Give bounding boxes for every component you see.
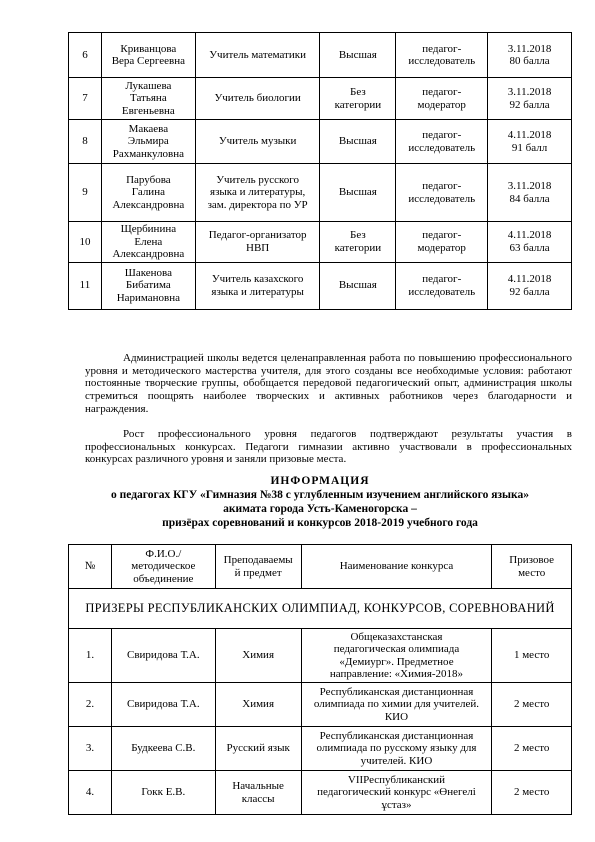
teacher-name: Свиридова Т.А. (111, 683, 215, 727)
info-title: ИНФОРМАЦИЯ (270, 475, 370, 487)
teacher-position: Учитель русского языка и литературы, зам. директора по УР (195, 164, 320, 222)
header-place: Призовое место (492, 545, 572, 589)
teacher-status: педагог- исследователь (396, 164, 488, 222)
row-number: 3. (69, 727, 112, 771)
contest-name: Республиканская дистанционная олимпиада по химии для учителей. КИО (301, 683, 492, 727)
attestation-result: 3.11.2018 92 балла (488, 78, 572, 120)
header-subject: Преподаваемы й предмет (215, 545, 301, 589)
subject: Русский язык (215, 727, 301, 771)
subject: Химия (215, 683, 301, 727)
teacher-name: Щербинина Елена Александровна (101, 222, 195, 263)
table-row (69, 78, 572, 120)
attestation-result: 3.11.2018 84 балла (488, 164, 572, 222)
table-row (69, 164, 572, 222)
teacher-position: Учитель казахского языка и литературы (195, 262, 320, 309)
teacher-status: педагог- исследователь (396, 33, 488, 78)
prize-place: 1 место (492, 629, 572, 683)
table-row (69, 262, 572, 309)
header-num: № (69, 545, 112, 589)
teacher-category: Без категории (320, 78, 396, 120)
prize-place: 2 место (492, 683, 572, 727)
info-subtitle-line1: о педагогах КГУ «Гимназия №38 с углубленным изучением английского языка» (111, 489, 529, 501)
row-number: 4. (69, 771, 112, 815)
contest-name: VIIРеспубликанский педагогический конкурс «Өнегелі ұстаз» (301, 771, 492, 815)
attestation-result: 4.11.2018 92 балла (488, 262, 572, 309)
teacher-status: педагог- модератор (396, 78, 488, 120)
teacher-category: Высшая (320, 33, 396, 78)
teacher-category: Высшая (320, 120, 396, 164)
info-subtitle-line3: призёрах соревнований и конкурсов 2018-2019 учебного года (162, 517, 478, 529)
paragraph-growth: Рост профессионального уровня педагогов подтверждают результаты участия в профессиональных конкурсах. Педагоги гимназии активно участвовали в профессиональных конкурсах различного уровня и заняли призовые места. (85, 428, 572, 466)
teacher-position: Учитель математики (195, 33, 320, 78)
contest-name: Общеказахстанская педагогическая олимпиада «Демиург». Предметное направление: «Химия-2018» (301, 629, 492, 683)
teacher-name: Лукашева Татьяна Евгеньевна (101, 78, 195, 120)
teacher-name: Свиридова Т.А. (111, 629, 215, 683)
teacher-name: Парубова Галина Александровна (101, 164, 195, 222)
table-row (69, 222, 572, 263)
section-title: ПРИЗЕРЫ РЕСПУБЛИКАНСКИХ ОЛИМПИАД, КОНКУРСОВ, СОРЕВНОВАНИЙ (69, 589, 572, 629)
header-row (69, 545, 572, 589)
prize-place: 2 место (492, 727, 572, 771)
table-row (69, 120, 572, 164)
row-number: 10 (69, 222, 102, 263)
row-number: 8 (69, 120, 102, 164)
teacher-position: Учитель музыки (195, 120, 320, 164)
teacher-category: Высшая (320, 262, 396, 309)
teacher-status: педагог- исследователь (396, 120, 488, 164)
prize-winners-table (68, 544, 572, 815)
teacher-position: Педагог-организатор НВП (195, 222, 320, 263)
prize-place: 2 место (492, 771, 572, 815)
teacher-name: Гокк Е.В. (111, 771, 215, 815)
teacher-name: Криванцова Вера Сергеевна (101, 33, 195, 78)
section-row (69, 589, 572, 629)
teacher-name: Макаева Эльмира Рахманкуловна (101, 120, 195, 164)
row-number: 2. (69, 683, 112, 727)
subject: Начальные классы (215, 771, 301, 815)
teacher-position: Учитель биологии (195, 78, 320, 120)
header-name: Ф.И.О./ методическое объединение (111, 545, 215, 589)
table-row (69, 629, 572, 683)
teachers-table (68, 32, 572, 310)
teacher-name: Шакенова Бибатима Наримановна (101, 262, 195, 309)
table-row (69, 683, 572, 727)
contest-name: Республиканская дистанционная олимпиада по русскому языку для учителей. КИО (301, 727, 492, 771)
row-number: 9 (69, 164, 102, 222)
table-row (69, 727, 572, 771)
row-number: 6 (69, 33, 102, 78)
table-row (69, 33, 572, 78)
attestation-result: 3.11.2018 80 балла (488, 33, 572, 78)
table-row (69, 771, 572, 815)
teacher-category: Высшая (320, 164, 396, 222)
teacher-category: Без категории (320, 222, 396, 263)
attestation-result: 4.11.2018 63 балла (488, 222, 572, 263)
attestation-result: 4.11.2018 91 балл (488, 120, 572, 164)
teacher-status: педагог- модератор (396, 222, 488, 263)
row-number: 11 (69, 262, 102, 309)
paragraph-administration: Администрацией школы ведется целенаправленная работа по повышению профессионального уровня и методического мастерства учителя, для этого созданы все необходимые условия: работают постоянные творческие группы, обобщается передовой педагогический опыт, администрация школы стремиться поощрять наиболее творческих и активных работников через благодарности и награждения. (85, 352, 572, 415)
teacher-status: педагог- исследователь (396, 262, 488, 309)
row-number: 7 (69, 78, 102, 120)
subject: Химия (215, 629, 301, 683)
info-subtitle-line2: акимата города Усть-Каменогорска – (223, 503, 417, 515)
header-contest: Наименование конкурса (301, 545, 492, 589)
row-number: 1. (69, 629, 112, 683)
teacher-name: Будкеева С.В. (111, 727, 215, 771)
